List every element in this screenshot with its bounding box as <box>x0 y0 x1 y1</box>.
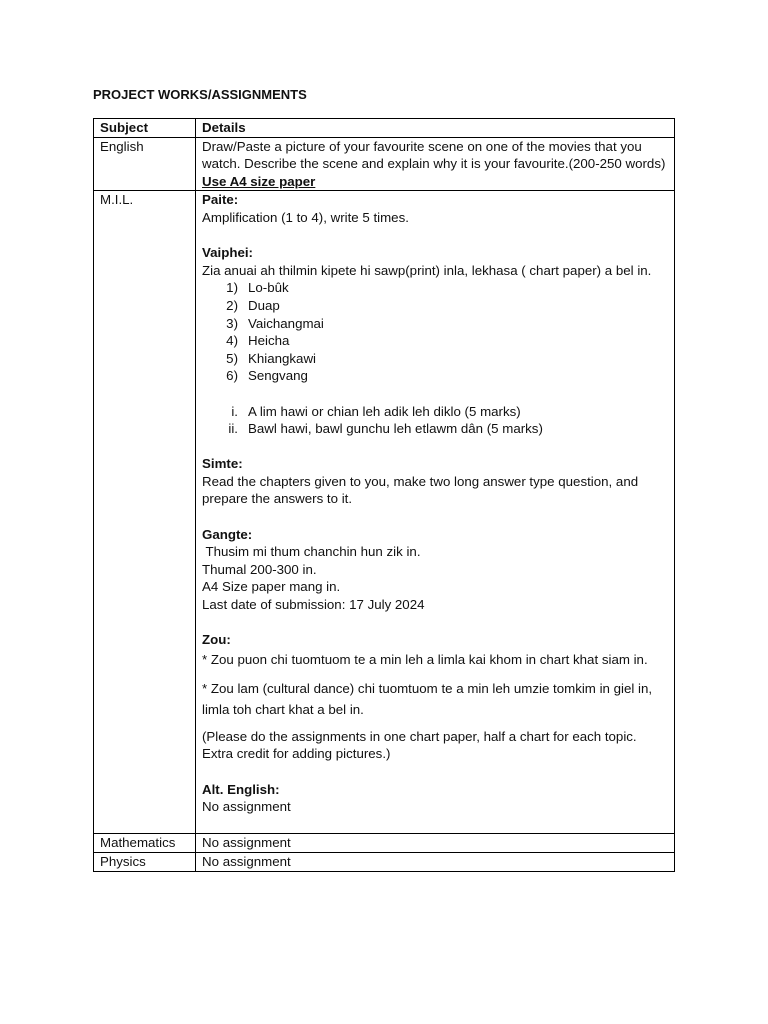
english-text: Draw/Paste a picture of your favourite scene on one of the movies that you watch. Describe the scene and explain why it is your favourite.(200-250 words) <box>202 138 666 172</box>
details-english <box>196 137 675 191</box>
table-row-physics <box>94 852 675 871</box>
page-title: PROJECT WORKS/ASSIGNMENTS <box>93 87 307 102</box>
alt-english-heading: Alt. English: <box>202 781 280 797</box>
gangte-line: A4 Size paper mang in. <box>202 579 341 595</box>
list-item: 3) Vaichangmai <box>226 315 324 331</box>
header-subject: Subject <box>94 119 196 138</box>
alt-english-text: No assignment <box>202 799 291 815</box>
subject-physics: Physics <box>94 852 196 871</box>
list-item: 6) Sengvang <box>226 368 308 384</box>
details-mathematics: No assignment <box>196 834 675 853</box>
vaiphei-roman-list <box>202 403 668 438</box>
table-header-row <box>94 119 675 138</box>
vaiphei-heading: Vaiphei: <box>202 245 253 261</box>
details-mil <box>196 191 675 834</box>
gangte-line: Thumal 200-300 in. <box>202 561 317 577</box>
table-row-mil <box>94 191 675 834</box>
simte-heading: Simte: <box>202 456 243 472</box>
assignments-table <box>93 118 675 872</box>
table-row-english <box>94 137 675 191</box>
list-item: 2) Duap <box>226 297 280 313</box>
zou-line-1: * Zou puon chi tuomtuom te a min leh a limla kai khom in chart khat siam in. <box>202 651 648 667</box>
subject-mathematics: Mathematics <box>94 834 196 853</box>
list-item: ii. Bawl hawi, bawl gunchu leh etlawm dân (5 marks) <box>228 421 543 437</box>
list-item: 4) Heicha <box>226 333 290 349</box>
details-physics: No assignment <box>196 852 675 871</box>
paite-heading: Paite: <box>202 192 239 208</box>
subject-mil: M.I.L. <box>94 191 196 834</box>
vaiphei-numbered-list <box>202 279 668 385</box>
subject-english: English <box>94 137 196 191</box>
vaiphei-text: Zia anuai ah thilmin kipete hi sawp(print) inla, lekhasa ( chart paper) a bel in. <box>202 262 652 278</box>
list-item: i. A lim hawi or chian leh adik leh diklo (5 marks) <box>231 403 521 419</box>
gangte-line: Last date of submission: 17 July 2024 <box>202 597 425 613</box>
zou-note: (Please do the assignments in one chart paper, half a chart for each topic. Extra credit for adding pictures.) <box>202 728 637 762</box>
gangte-heading: Gangte: <box>202 526 253 542</box>
zou-line-2: * Zou lam (cultural dance) chi tuomtuom te a min leh umzie tomkim in giel in, limla toh chart khat a bel in. <box>202 680 653 717</box>
gangte-line: Thusim mi thum chanchin hun zik in. <box>202 544 421 560</box>
paite-text: Amplification (1 to 4), write 5 times. <box>202 209 409 225</box>
zou-heading: Zou: <box>202 632 231 648</box>
english-note: Use A4 size paper <box>202 173 316 189</box>
list-item: 5) Khiangkawi <box>226 350 317 366</box>
table-row-mathematics <box>94 834 675 853</box>
simte-text: Read the chapters given to you, make two long answer type question, and prepare the answers to it. <box>202 473 639 507</box>
list-item: 1) Lo-bûk <box>226 280 289 296</box>
header-details: Details <box>196 119 675 138</box>
